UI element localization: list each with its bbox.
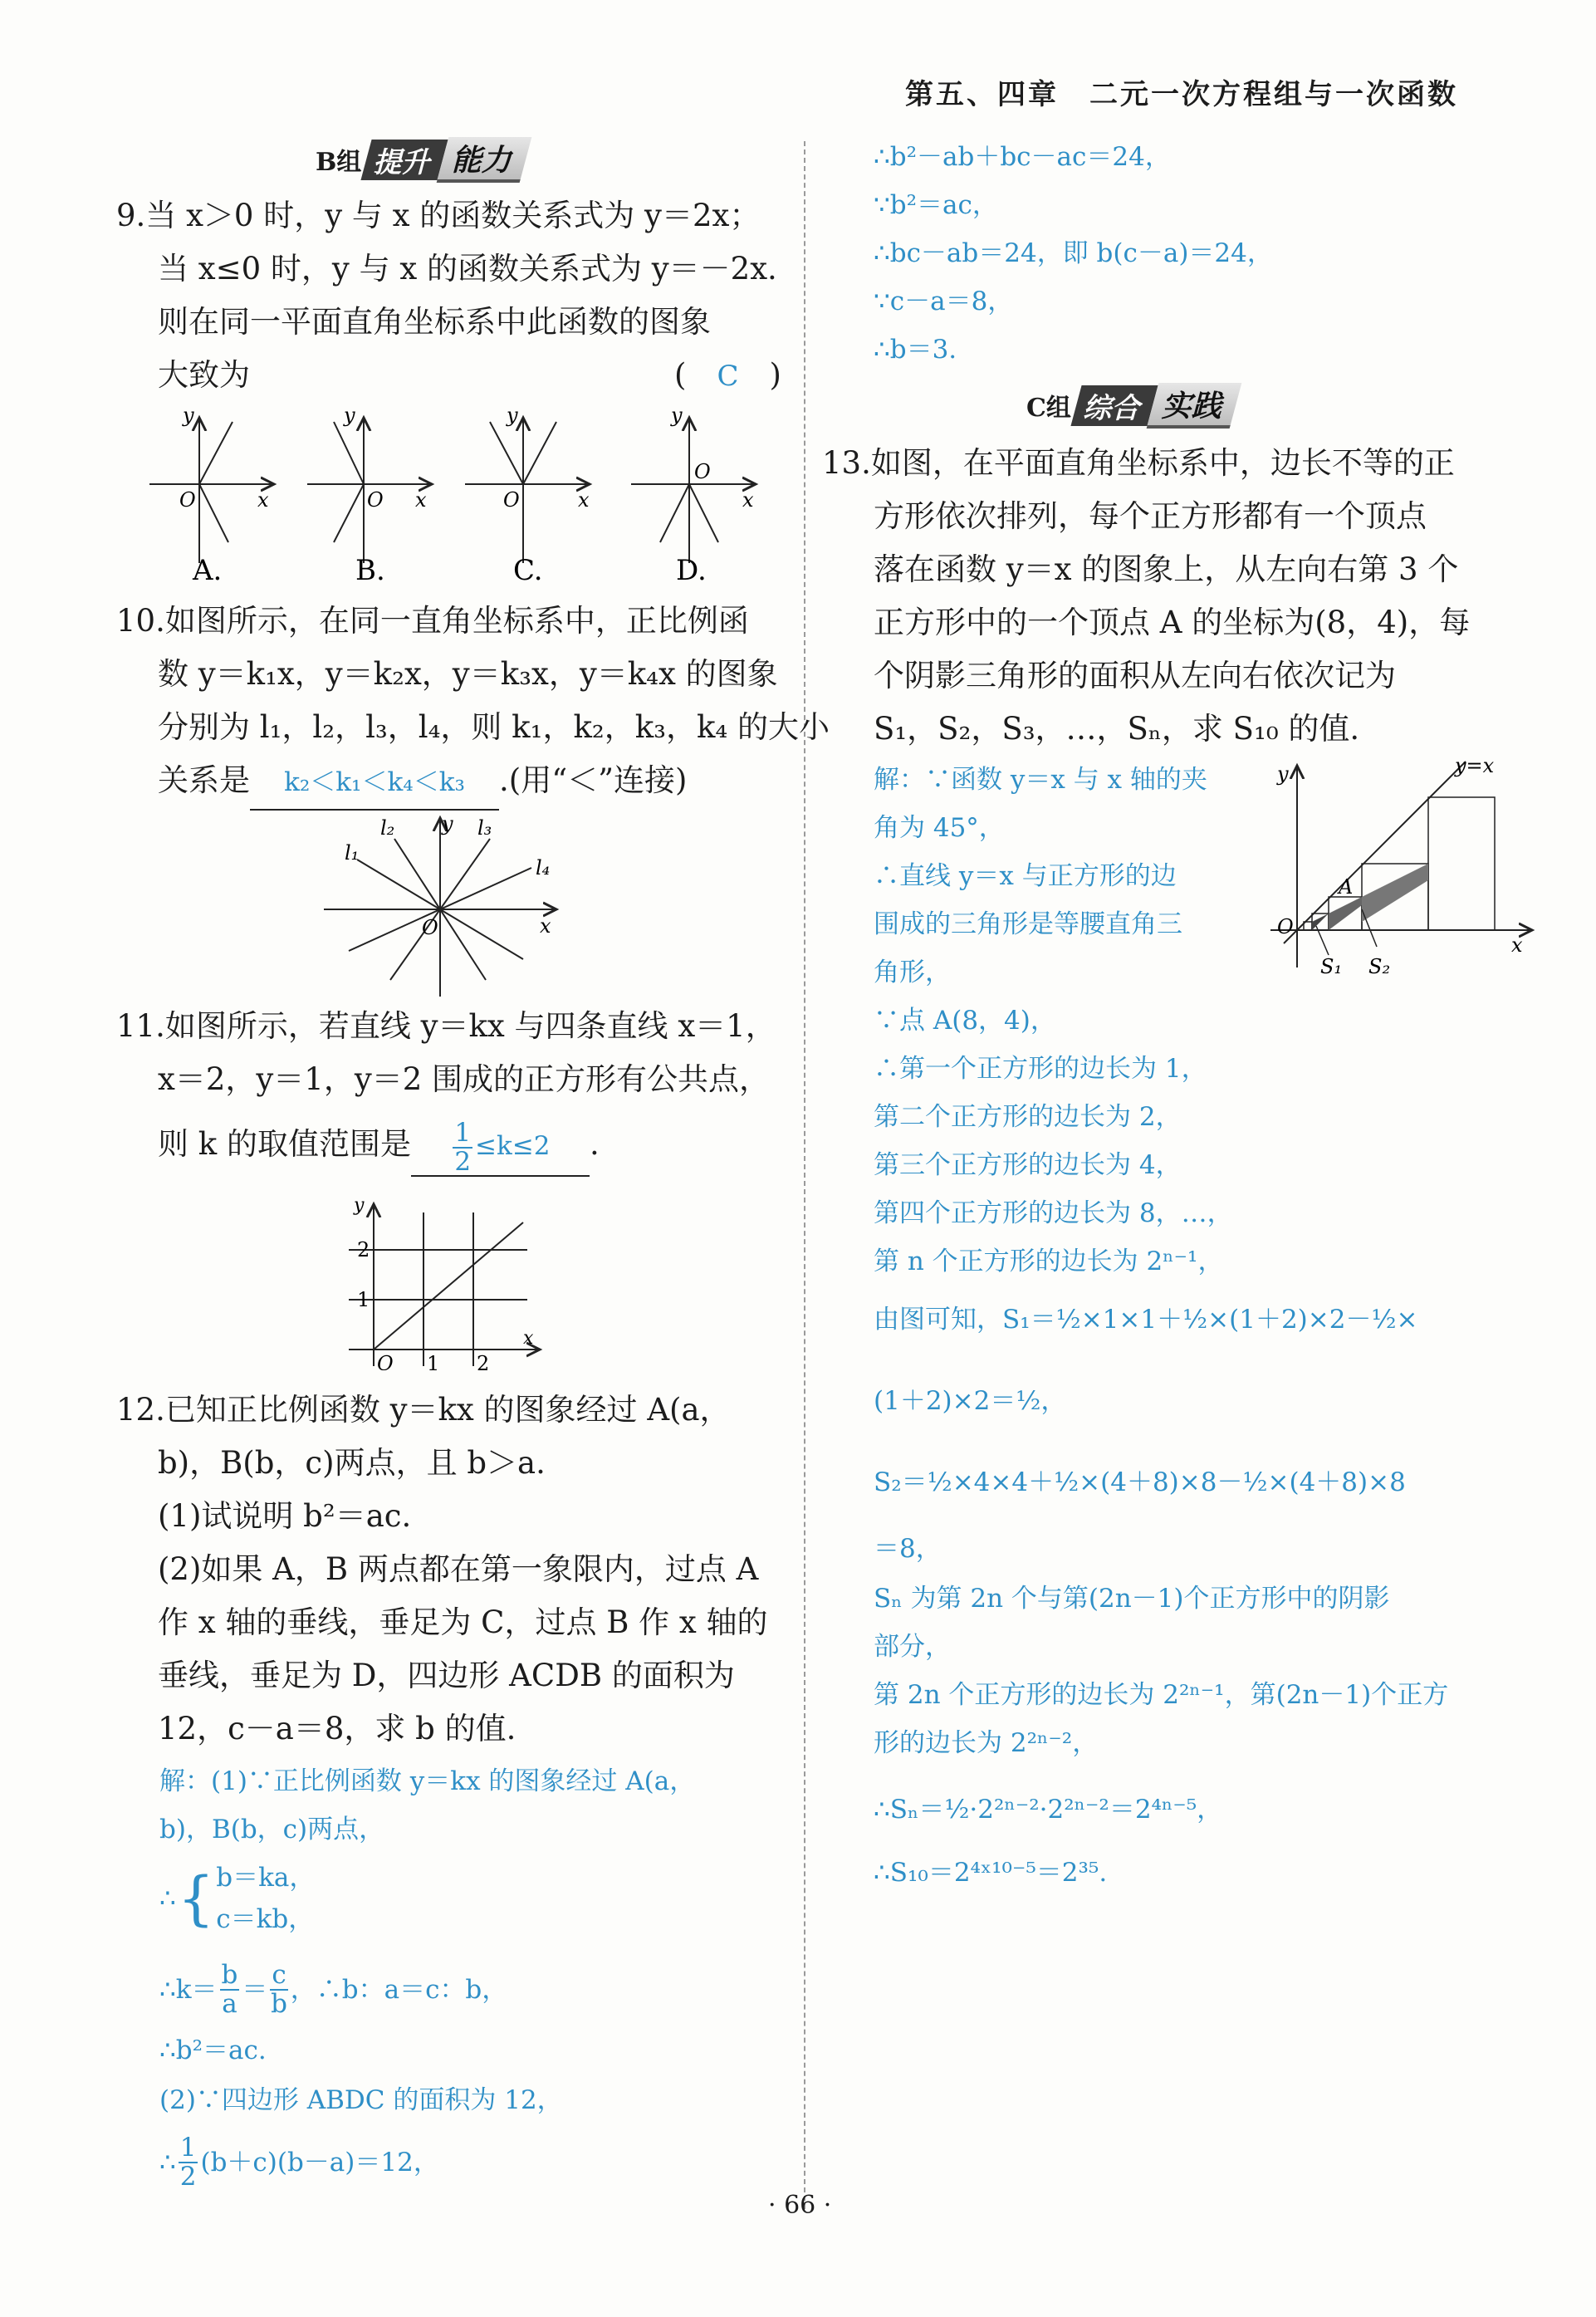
q13-line-2: 方形依次排列，每个正方形都有一个顶点 bbox=[874, 498, 1427, 534]
q13-fig-x: x bbox=[1511, 933, 1523, 957]
graph-c-x-label: x bbox=[578, 488, 590, 512]
section-b-banner bbox=[316, 138, 526, 181]
q13-s2-line: S₂＝½×4×4＋½×(4＋8)×8－½×(4＋8)×8 bbox=[874, 1467, 1406, 1497]
q12-part2: (2)∵四边形 ABDC 的面积为 12， bbox=[159, 2085, 563, 2115]
q10-line-1: 10.如图所示，在同一直角坐标系中，正比例函 bbox=[116, 603, 749, 639]
q10-y-label: y bbox=[442, 812, 453, 835]
q13-sol-1: 解：∵函数 y＝x 与 x 轴的夹 bbox=[874, 765, 1207, 795]
graph-d bbox=[631, 405, 756, 587]
graph-c bbox=[465, 405, 590, 587]
label-l4: l₄ bbox=[536, 856, 551, 879]
q12-k-line: ∴k＝ $\frac{b}{a}$ ＝ $\frac{c}{b}$ ，∴b：a＝c：b， bbox=[159, 1960, 508, 2019]
graph-d-y-label: y bbox=[671, 405, 683, 427]
q13-s1-line-2: (1＋2)×2＝½， bbox=[874, 1386, 1067, 1416]
q13-sol-5: 角形， bbox=[874, 958, 951, 987]
q12-sys-2: c＝kb， bbox=[216, 1904, 315, 1934]
q13-tail-5: ∴Sₙ＝½·2²ⁿ⁻²·2²ⁿ⁻²＝2⁴ⁿ⁻⁵， bbox=[874, 1795, 1223, 1825]
graph-c-origin: O bbox=[503, 488, 520, 512]
q12-system: ∴ { b＝ka， c＝kb， bbox=[159, 1857, 315, 1940]
q13-line-6: S₁，S₂，S₃，…，Sₙ，求 S₁₀ 的值. bbox=[874, 711, 1360, 747]
q9-line-2: 当 x≤0 时，y 与 x 的函数关系式为 y＝－2x. bbox=[158, 251, 777, 287]
q13-tail-6: ∴S₁₀＝2⁴ˣ¹⁰⁻⁵＝2³⁵. bbox=[874, 1858, 1108, 1888]
q12-line-2: b)，B(b，c)两点，且 b＞a. bbox=[158, 1445, 546, 1481]
label-l2: l₂ bbox=[380, 816, 395, 840]
q12-line-3: (1)试说明 b²＝ac. bbox=[158, 1498, 412, 1534]
q13-sol-10: 第四个正方形的边长为 8，…， bbox=[874, 1198, 1233, 1228]
q13-line-1: 13.如图，在平面直角坐标系中，边长不等的正 bbox=[822, 445, 1455, 481]
q11-line-3 bbox=[158, 1118, 600, 1177]
graph-b-y-label: y bbox=[344, 405, 355, 427]
q9-answer-bracket: ( C ) bbox=[674, 357, 781, 393]
q10-line-2: 数 y＝k₁x，y＝k₂x，y＝k₃x，y＝k₄x 的图象 bbox=[158, 656, 778, 692]
q12-cont-5: ∴b＝3. bbox=[874, 335, 957, 365]
q11-answer bbox=[411, 1119, 590, 1177]
q10-figure bbox=[316, 810, 573, 997]
q10-suffix: .(用“＜”连接) bbox=[499, 762, 688, 798]
q12-cont-4: ∵c－a＝8， bbox=[874, 287, 1014, 316]
q12-line-5: 作 x 轴的垂线，垂足为 C，过点 B 作 x 轴的 bbox=[158, 1604, 768, 1640]
graph-a-x-label: x bbox=[257, 488, 269, 512]
q10-origin: O bbox=[422, 916, 438, 939]
q11-tick-y1: 1 bbox=[357, 1288, 370, 1311]
q13-fig-s1: S₁ bbox=[1320, 955, 1343, 978]
q13-fig-o: O bbox=[1277, 915, 1294, 938]
q13-sol-4: 围成的三角形是等腰直角三 bbox=[874, 909, 1182, 939]
q12-area-line: ∴ $\frac{1}{2}$ (b＋c)(b－a)＝12， bbox=[159, 2133, 439, 2192]
graph-c-y-label: y bbox=[507, 405, 518, 427]
q11-line-1: 11.如图所示，若直线 y＝kx 与四条直线 x＝1， bbox=[116, 1008, 776, 1044]
graph-a bbox=[149, 405, 274, 587]
q12-b2: ∴b²＝ac. bbox=[159, 2035, 267, 2065]
q12-sys-1: b＝ka， bbox=[216, 1863, 316, 1893]
q13-line-5: 个阴影三角形的面积从左向右依次记为 bbox=[874, 658, 1396, 693]
chapter-header: 第五、四章 二元一次方程组与一次函数 bbox=[905, 78, 1458, 111]
q13-sol-3: ∴直线 y＝x 与正方形的边 bbox=[874, 861, 1177, 891]
q11-tick-x1: 1 bbox=[427, 1352, 440, 1370]
q13-sol-7: ∴第一个正方形的边长为 1， bbox=[874, 1054, 1207, 1084]
q13-sol-6: ∵点 A(8，4)， bbox=[874, 1006, 1056, 1036]
q12-area-rest: (b＋c)(b－a)＝12， bbox=[200, 2147, 439, 2177]
q13-fig-s2: S₂ bbox=[1368, 955, 1391, 978]
label-l3: l₃ bbox=[477, 816, 492, 840]
q13-sol-11: 第 n 个正方形的边长为 2ⁿ⁻¹， bbox=[874, 1247, 1224, 1276]
q11-y-label: y bbox=[354, 1196, 365, 1216]
q11-x-label: x bbox=[523, 1328, 534, 1349]
option-b: B. bbox=[355, 554, 385, 587]
q10-line-4 bbox=[158, 754, 687, 811]
q9-graphs bbox=[141, 405, 805, 605]
option-a: A. bbox=[193, 554, 223, 587]
q9-answer: C bbox=[717, 360, 739, 393]
graph-b-x-label: x bbox=[415, 488, 427, 512]
q13-tail-2: 部分， bbox=[874, 1632, 951, 1662]
q12-k-rest: ，∴b：a＝c：b， bbox=[290, 1974, 508, 2005]
q11-suffix: . bbox=[589, 1126, 600, 1162]
section-c-group: C组 bbox=[1026, 394, 1071, 423]
q11-answer-rest: ≤k≤2 bbox=[475, 1131, 551, 1161]
q13-line-3: 落在函数 y＝x 的图象上，从左向右第 3 个 bbox=[874, 551, 1459, 587]
section-b-group: B组 bbox=[316, 148, 362, 177]
q12-line-7: 12，c－a＝8，求 b 的值. bbox=[158, 1711, 516, 1746]
q11-answer-frac bbox=[453, 1119, 472, 1175]
q12-cont-1: ∴b²－ab＋bc－ac＝24， bbox=[874, 142, 1171, 172]
q10-answer: k₂＜k₁＜k₄＜k₃ bbox=[250, 756, 499, 811]
q11-tick-y2: 2 bbox=[357, 1238, 370, 1261]
section-b-dark: 提升 bbox=[361, 140, 448, 180]
graph-b-origin: O bbox=[367, 488, 384, 512]
q13-fig-yx: y=x bbox=[1455, 756, 1495, 777]
q13-fig-a: A bbox=[1339, 875, 1354, 899]
graph-d-x-label: x bbox=[742, 488, 754, 512]
q12-cont-2: ∵b²＝ac， bbox=[874, 190, 998, 220]
q12-sol-1: 解：(1)∵正比例函数 y＝kx 的图象经过 A(a， bbox=[159, 1766, 696, 1796]
q13-sol-2: 角为 45°， bbox=[874, 813, 1005, 843]
q13-fig-y: y bbox=[1277, 762, 1289, 786]
q13-line-4: 正方形中的一个顶点 A 的坐标为(8，4)，每 bbox=[874, 605, 1471, 640]
q13-sol-8: 第二个正方形的边长为 2， bbox=[874, 1102, 1182, 1132]
section-b-light: 能力 bbox=[437, 137, 532, 183]
q11-answer-den: 2 bbox=[454, 1146, 472, 1177]
q10-x-label: x bbox=[540, 914, 551, 938]
page-number: · 66 · bbox=[768, 2191, 832, 2220]
q11-prefix: 则 k 的取值范围是 bbox=[158, 1126, 411, 1162]
q10-prefix: 关系是 bbox=[158, 762, 250, 798]
q12-line-1: 12.已知正比例函数 y＝kx 的图象经过 A(a， bbox=[116, 1392, 731, 1428]
q12-cont-3: ∴bc－ab＝24，即 b(c－a)＝24， bbox=[874, 238, 1273, 268]
q12-line-6: 垂线，垂足为 D，四边形 ACDB 的面积为 bbox=[158, 1658, 735, 1693]
q11-line-2: x＝2，y＝1，y＝2 围成的正方形有公共点， bbox=[158, 1061, 771, 1097]
q10-line-3: 分别为 l₁，l₂，l₃，l₄，则 k₁，k₂，k₃，k₄ 的大小 bbox=[158, 709, 830, 745]
option-c: C. bbox=[513, 554, 543, 587]
q13-figure bbox=[1262, 756, 1545, 980]
q12-line-4: (2)如果 A，B 两点都在第一象限内，过点 A bbox=[158, 1551, 759, 1587]
q13-tail-4: 形的边长为 2²ⁿ⁻²， bbox=[874, 1728, 1099, 1758]
q13-tail-1: Sₙ 为第 2n 个与第(2n－1)个正方形中的阴影 bbox=[874, 1584, 1390, 1614]
graph-a-y-label: y bbox=[183, 405, 194, 427]
label-l1: l₁ bbox=[345, 841, 360, 865]
q11-figure bbox=[340, 1196, 548, 1370]
q12-sol-2: b)，B(b，c)两点， bbox=[159, 1815, 385, 1844]
q13-tail-3: 第 2n 个正方形的边长为 2²ⁿ⁻¹，第(2n－1)个正方 bbox=[874, 1680, 1449, 1710]
option-d: D. bbox=[676, 554, 707, 587]
q11-tick-x2: 2 bbox=[477, 1352, 490, 1370]
graph-d-origin: O bbox=[694, 460, 711, 483]
q11-origin: O bbox=[377, 1352, 394, 1370]
q13-s2-line-2: ＝8， bbox=[874, 1534, 942, 1564]
section-c-dark: 综合 bbox=[1070, 385, 1158, 426]
graph-b bbox=[307, 405, 432, 587]
q13-sol-9: 第三个正方形的边长为 4， bbox=[874, 1150, 1182, 1180]
graph-a-origin: O bbox=[179, 488, 196, 512]
q9-line-4: 大致为 bbox=[158, 357, 250, 393]
section-c-light: 实践 bbox=[1147, 383, 1242, 429]
q11-answer-num: 1 bbox=[454, 1117, 472, 1148]
section-c-banner bbox=[1026, 384, 1236, 427]
q9-line-3: 则在同一平面直角坐标系中此函数的图象 bbox=[158, 304, 711, 340]
q9-line-1: 9.当 x＞0 时，y 与 x 的函数关系式为 y＝2x； bbox=[116, 198, 761, 233]
q13-s1-line: 由图可知，S₁＝½×1×1＋½×(1＋2)×2－½× bbox=[874, 1305, 1418, 1335]
